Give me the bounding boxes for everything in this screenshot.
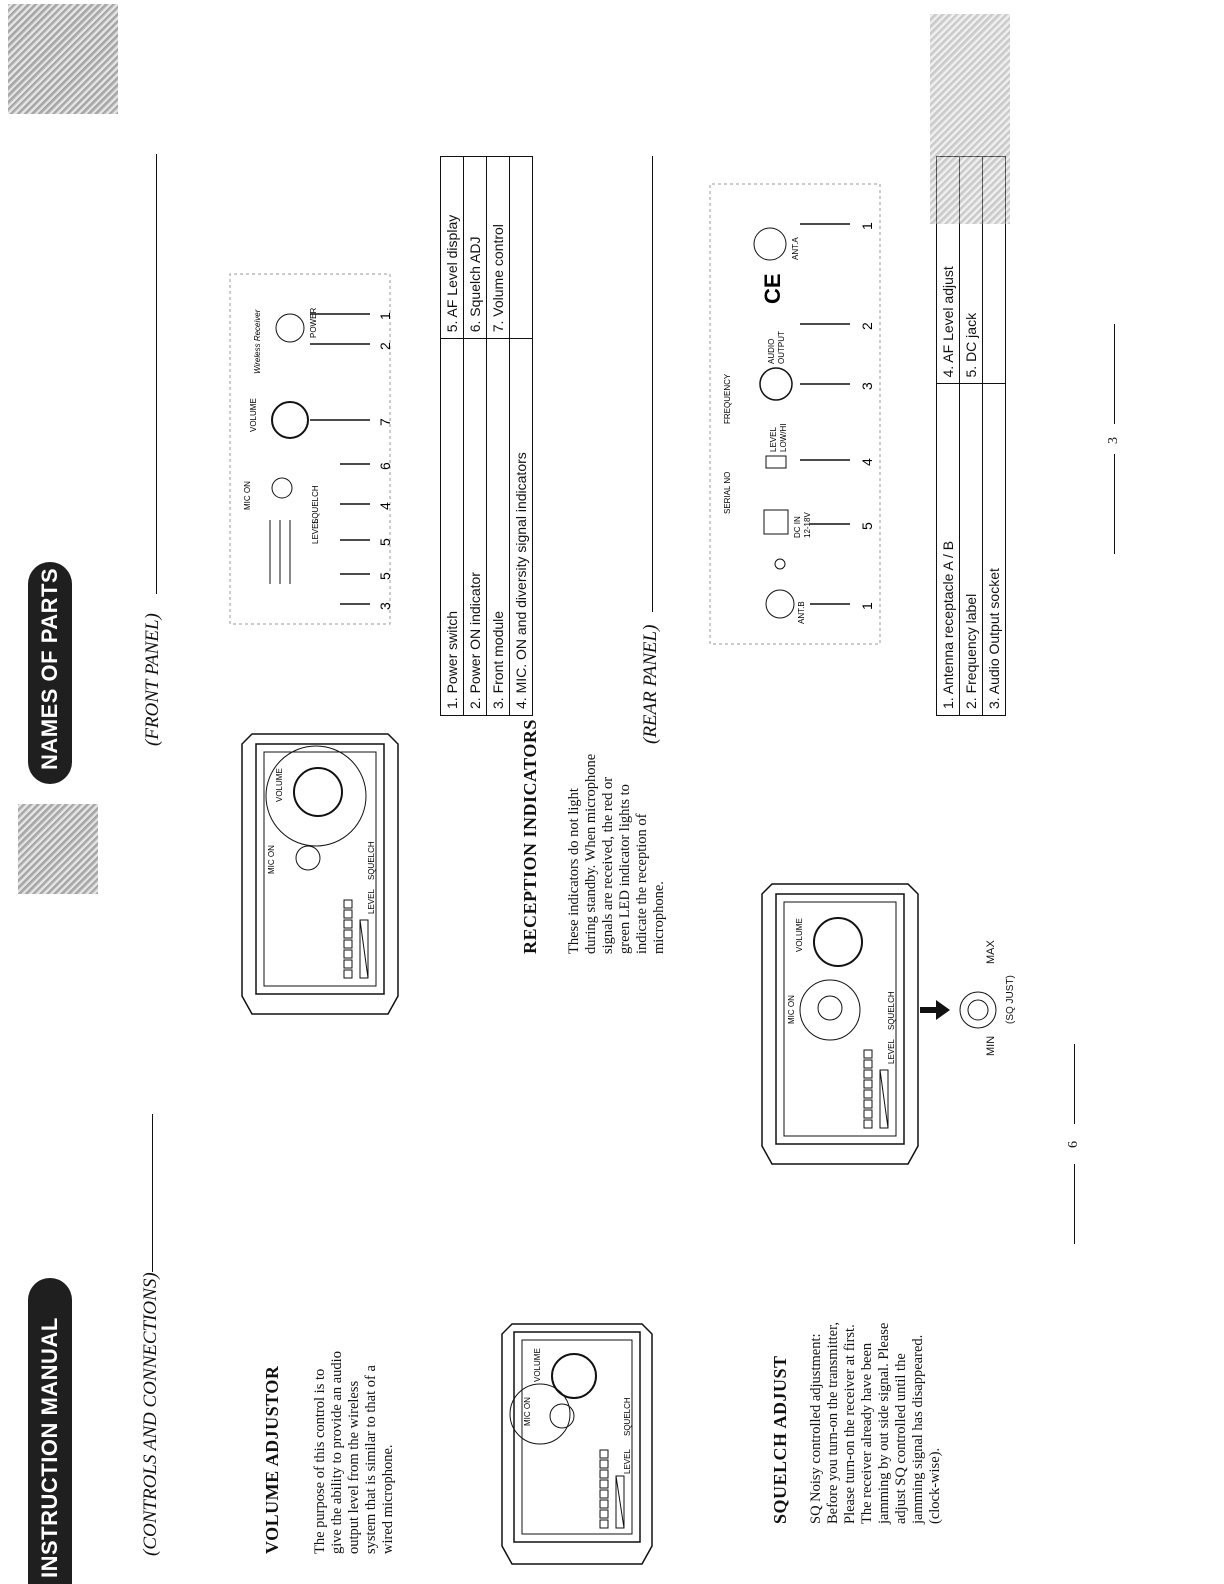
svg-text:1: 1	[859, 222, 875, 230]
svg-text:VOLUME: VOLUME	[795, 918, 804, 952]
names-of-parts-title: NAMES OF PARTS	[37, 567, 62, 770]
front-panel-parts-table	[440, 156, 533, 716]
svg-text:SERIAL NO: SERIAL NO	[723, 471, 732, 514]
volume-knob-icon	[294, 768, 342, 816]
svg-text:LEVEL: LEVEL	[887, 1039, 896, 1064]
antenna-b-icon	[766, 590, 794, 618]
volume-knob-icon	[552, 1354, 596, 1398]
table-row: 1. Power switch 5. AF Level display	[441, 157, 464, 716]
svg-text:1: 1	[859, 602, 875, 610]
squelch-adjust-diagram	[760, 874, 1000, 1174]
svg-text:LEVEL: LEVEL	[311, 519, 320, 544]
volume-heading: VOLUME ADJUSTOR	[262, 1365, 282, 1554]
table-row: 2. Frequency label 5. DC jack	[960, 157, 983, 716]
squelch-knob-icon	[272, 478, 292, 498]
svg-text:VOLUME: VOLUME	[533, 1348, 542, 1382]
knob-max-label: MAX	[985, 940, 997, 964]
audio-output-socket-icon	[760, 368, 792, 400]
squelch-knob-closeup-icon	[960, 992, 996, 1028]
volume-text: The purpose of this control is to give the ability to provide an audio output level from the wireless system that is similar to that of a wired microphone.	[312, 1351, 396, 1554]
page-number-right: 3	[1106, 437, 1121, 444]
power-switch-icon	[276, 314, 304, 342]
reception-heading: RECEPTION INDICATORS	[520, 719, 540, 954]
manual-title-banner	[28, 1278, 72, 1584]
names-of-parts-banner	[28, 562, 72, 784]
svg-text:DC IN: DC IN	[793, 516, 802, 538]
rear-panel-diagram	[700, 164, 890, 664]
level-meter-icon	[344, 900, 352, 978]
volume-knob-icon	[272, 402, 308, 438]
rear-panel-parts-table	[936, 156, 1006, 716]
section-rule	[652, 156, 653, 612]
squelch-text: SQ Noisy controlled adjustment: Before you turn-on the transmitter, Please turn-on the receiver at first. The receiver already have been jamming by out side signal. Please adjust SQ controlled until the jamming signal has disappeared. (clock-wise).	[808, 1322, 943, 1524]
antenna-a-icon	[754, 228, 786, 260]
svg-text:LOW/HI: LOW/HI	[779, 423, 788, 452]
svg-text:SQUELCH: SQUELCH	[311, 485, 320, 524]
table-row: 1. Antenna receptacle A / B 4. AF Level adjust	[937, 157, 960, 716]
svg-text:SQUELCH: SQUELCH	[887, 991, 896, 1030]
dc-jack-icon	[764, 510, 788, 534]
svg-text:VOLUME: VOLUME	[249, 398, 258, 432]
knob-min-label: MIN	[985, 1035, 997, 1056]
svg-text:5: 5	[377, 538, 393, 546]
table-row: 3. Front module 7. Volume control	[487, 157, 510, 716]
page-number-left: 6	[1066, 1141, 1081, 1148]
svg-text:LEVEL: LEVEL	[367, 889, 376, 914]
front-panel-section-title: (FRONT PANEL)	[142, 613, 163, 746]
front-panel-mini-diagram	[240, 724, 400, 1024]
svg-text:LEVEL: LEVEL	[769, 427, 778, 452]
level-meter-icon	[864, 1050, 872, 1128]
table-row: 3. Audio Output socket	[983, 157, 1006, 716]
volume-knob-icon	[814, 918, 862, 966]
scan-noise	[8, 4, 118, 114]
svg-text:12-18V: 12-18V	[803, 512, 812, 538]
squelch-knob-icon	[818, 996, 842, 1020]
svg-text:LEVEL: LEVEL	[623, 1449, 632, 1474]
section-rule	[156, 154, 157, 594]
squelch-heading: SQUELCH ADJUST	[770, 1355, 790, 1524]
svg-text:Wireless Receiver: Wireless Receiver	[253, 309, 262, 374]
ce-mark-icon: CE	[760, 273, 785, 304]
svg-text:2: 2	[377, 342, 393, 350]
svg-text:SQUELCH: SQUELCH	[623, 1397, 632, 1436]
svg-text:FREQUENCY: FREQUENCY	[723, 373, 732, 424]
footer-rule	[1114, 454, 1115, 554]
front-panel-diagram	[220, 264, 400, 644]
svg-text:3: 3	[377, 602, 393, 610]
squelch-knob-icon	[296, 846, 320, 870]
sq-just-label: (SQ JUST)	[1005, 975, 1016, 1024]
svg-text:MIC ON: MIC ON	[787, 995, 796, 1024]
level-meter-icon	[600, 1450, 608, 1528]
svg-text:AUDIO: AUDIO	[767, 338, 776, 364]
level-switch-icon	[766, 456, 786, 468]
svg-text:4: 4	[377, 502, 393, 510]
svg-text:MIC ON: MIC ON	[523, 1397, 532, 1426]
svg-text:MIC ON: MIC ON	[267, 845, 276, 874]
controls-section-title: (CONTROLS AND CONNECTIONS)	[140, 1272, 161, 1556]
svg-text:ANT.A: ANT.A	[791, 237, 800, 260]
svg-text:5: 5	[377, 572, 393, 580]
svg-text:SQUELCH: SQUELCH	[367, 841, 376, 880]
table-row: 4. MIC. ON and diversity signal indicators	[510, 157, 533, 716]
svg-text:4: 4	[859, 458, 875, 466]
svg-text:OUTPUT: OUTPUT	[777, 331, 786, 364]
footer-rule	[1074, 1164, 1075, 1244]
svg-text:VOLUME: VOLUME	[275, 768, 284, 802]
reception-text: These indicators do not light during standby. When microphone signals are received, the red or green LED indicator lights to indicate the reception of microphone.	[566, 753, 667, 954]
svg-text:3: 3	[859, 382, 875, 390]
footer-rule	[1074, 1044, 1075, 1124]
svg-text:MIC ON: MIC ON	[243, 481, 252, 510]
svg-text:5: 5	[859, 522, 875, 530]
scan-noise	[930, 14, 1010, 224]
manual-title: INSTRUCTION MANUAL	[37, 1317, 62, 1578]
table-row: 2. Power ON indicator 6. Squelch ADJ	[464, 157, 487, 716]
svg-text:POWER: POWER	[309, 307, 318, 338]
scan-noise	[18, 804, 98, 894]
rear-panel-section-title: (REAR PANEL)	[640, 624, 661, 744]
section-rule	[152, 1114, 153, 1272]
svg-text:2: 2	[859, 322, 875, 330]
volume-panel-diagram	[500, 1314, 655, 1574]
footer-rule	[1114, 324, 1115, 424]
svg-text:1: 1	[377, 312, 393, 320]
svg-text:7: 7	[377, 418, 393, 426]
svg-text:6: 6	[377, 462, 393, 470]
svg-text:ANT.B: ANT.B	[797, 601, 806, 624]
